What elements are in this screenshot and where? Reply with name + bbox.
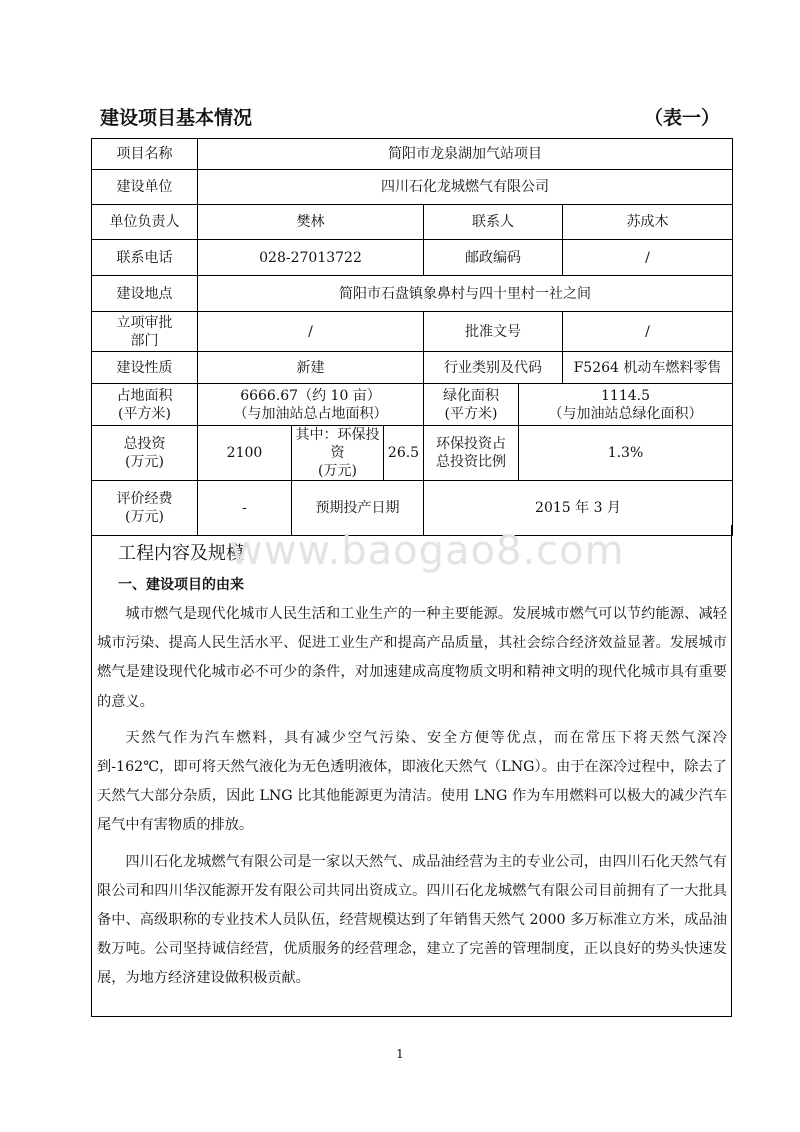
env-invest-label: 其中：环保投资 (万元) bbox=[292, 426, 384, 481]
industry-value: F5264 机动车燃料零售 bbox=[563, 352, 733, 384]
project-name-value: 简阳市龙泉湖加气站项目 bbox=[198, 139, 733, 170]
paragraph: 天然气作为汽车燃料，具有减少空气污染、安全方便等优点，而在常压下将天然气深冷到-162℃，即可将天然气液化为无色透明液体，即液化天然气（LNG）。由于在深冷过程中，除去了天然气大部分杂质，因此 LNG 比其他能源更为清洁。使用 LNG 作为车用燃料可以极大的减少汽车尾气中有害物质的排放。 bbox=[97, 729, 727, 834]
project-name-label: 项目名称 bbox=[92, 139, 198, 170]
total-invest-label: 总投资 (万元) bbox=[92, 426, 198, 481]
builder-value: 四川石化龙城燃气有限公司 bbox=[198, 170, 733, 205]
approval-no-label: 批准文号 bbox=[424, 312, 563, 352]
builder-label: 建设单位 bbox=[92, 170, 198, 205]
total-invest-value: 2100 bbox=[198, 426, 292, 481]
env-invest-value: 26.5 bbox=[384, 426, 424, 481]
postcode-label: 邮政编码 bbox=[424, 240, 563, 276]
page-header bbox=[100, 103, 720, 133]
phone-label: 联系电话 bbox=[92, 240, 198, 276]
env-ratio-value: 1.3% bbox=[519, 426, 733, 481]
table-row bbox=[92, 240, 733, 276]
launch-date-label: 预期投产日期 bbox=[292, 481, 424, 536]
table-row bbox=[92, 384, 733, 426]
leader-label: 单位负责人 bbox=[92, 205, 198, 240]
green-area-value: 1114.5 （与加油站总绿化面积） bbox=[519, 384, 733, 426]
eval-fee-label: 评价经费 (万元) bbox=[92, 481, 198, 536]
nature-label: 建设性质 bbox=[92, 352, 198, 384]
contact-value: 苏成木 bbox=[563, 205, 733, 240]
location-label: 建设地点 bbox=[92, 276, 198, 312]
table-number: （表一） bbox=[643, 107, 720, 129]
sub-section-title: 一、建设项目的由来 bbox=[118, 577, 244, 593]
table-row bbox=[92, 139, 733, 170]
phone-value: 028-27013722 bbox=[198, 240, 424, 276]
nature-value: 新建 bbox=[198, 352, 424, 384]
launch-date-value: 2015 年 3 月 bbox=[424, 481, 733, 536]
project-info-table bbox=[91, 138, 733, 536]
location-value: 简阳市石盘镇象鼻村与四十里村一社之间 bbox=[198, 276, 733, 312]
table-row bbox=[92, 352, 733, 384]
page-number: 1 bbox=[396, 1047, 404, 1061]
paragraph: 四川石化龙城燃气有限公司是一家以天然气、成品油经营为主的专业公司，由四川石化天然气有限公司和四川华汉能源开发有限公司共同出资成立。四川石化龙城燃气有限公司目前拥有了一大批具备中、高级职称的专业技术人员队伍，经营规模达到了年销售天然气 2000 多万标准立方米，成品油数万吨。公司坚持诚信经营，优质服务的经营理念，建立了完善的管理制度，正以良好的势头快速发展，为地方经济建设做积极贡献。 bbox=[97, 853, 727, 987]
table-row bbox=[92, 205, 733, 240]
leader-value: 樊林 bbox=[198, 205, 424, 240]
approval-no-value: / bbox=[563, 312, 733, 352]
body-text bbox=[97, 600, 727, 1001]
table-row bbox=[92, 312, 733, 352]
contact-label: 联系人 bbox=[424, 205, 563, 240]
table-row bbox=[92, 170, 733, 205]
postcode-value: / bbox=[563, 240, 733, 276]
green-area-label: 绿化面积 (平方米) bbox=[424, 384, 519, 426]
eval-fee-value: - bbox=[198, 481, 292, 536]
page-title: 建设项目基本情况 bbox=[100, 107, 253, 129]
approval-dept-label: 立项审批 部门 bbox=[92, 312, 198, 352]
env-ratio-label: 环保投资占 总投资比例 bbox=[424, 426, 519, 481]
table-row bbox=[92, 276, 733, 312]
industry-label: 行业类别及代码 bbox=[424, 352, 563, 384]
project-content-section bbox=[91, 525, 732, 1017]
approval-dept-value: / bbox=[198, 312, 424, 352]
watermark: www.baogao8.com bbox=[230, 528, 625, 574]
area-value: 6666.67（约 10 亩） （与加油站总占地面积） bbox=[198, 384, 424, 426]
paragraph: 城市燃气是现代化城市人民生活和工业生产的一种主要能源。发展城市燃气可以节约能源、减轻城市污染、提高人民生活水平、促进工业生产和提高产品质量，其社会综合经济效益显著。发展城市燃气是建设现代化城市必不可少的条件，对加速建成高度物质文明和精神文明的现代化城市具有重要的意义。 bbox=[97, 606, 727, 710]
area-label: 占地面积 (平方米) bbox=[92, 384, 198, 426]
table-row bbox=[92, 426, 733, 481]
section-title: 工程内容及规模 bbox=[118, 543, 244, 564]
